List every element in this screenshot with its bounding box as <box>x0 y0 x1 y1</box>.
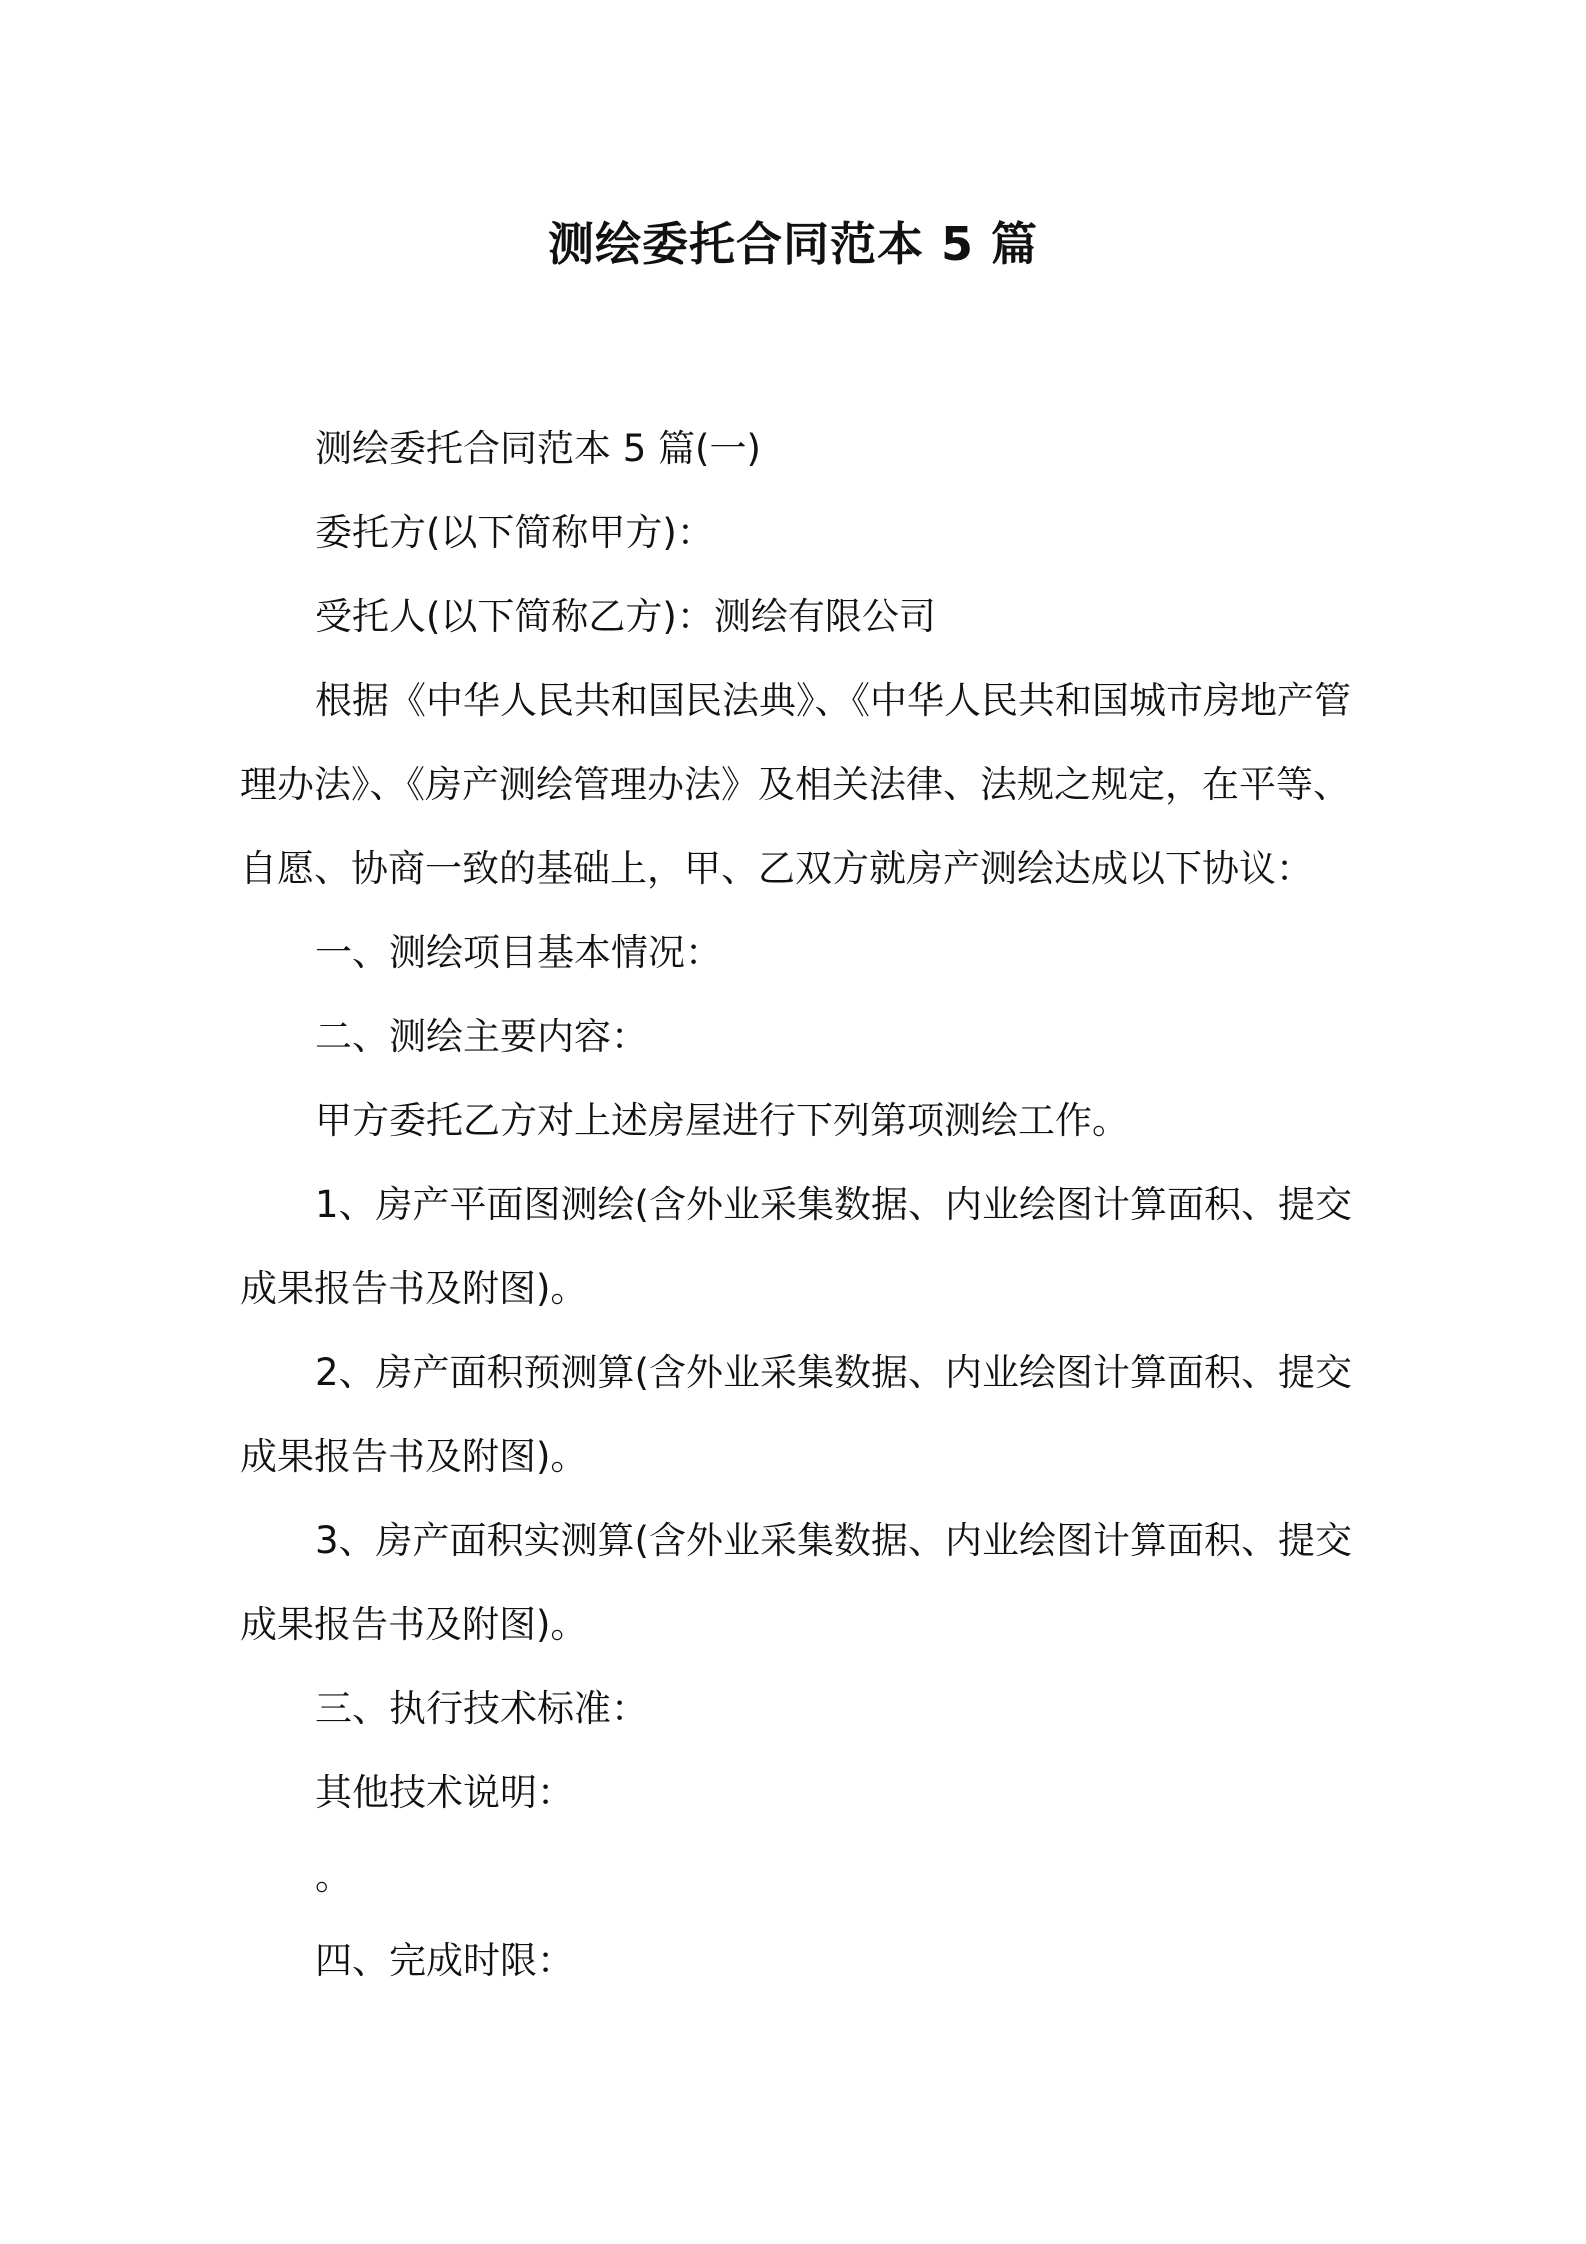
section-heading-standards <box>240 1667 1360 1751</box>
section-heading-main-content <box>240 995 1360 1079</box>
text-line: 受托人(以下简称乙方)：测绘有限公司 <box>315 595 936 638</box>
section-heading-deadline <box>240 1919 1360 2003</box>
list-item-area-actual <box>240 1499 1360 1667</box>
paragraph-period-mark <box>240 1835 1360 1919</box>
text-line: 一、测绘项目基本情况： <box>315 931 722 974</box>
text-line: 根据《中华人民共和国民法典》、《中华人民共和国城市房地产管 <box>315 679 1351 722</box>
paragraph-client <box>240 491 1360 575</box>
text-line: 2、房产面积预测算(含外业采集数据、内业绘图计算面积、提交 <box>315 1351 1352 1394</box>
text-line: 委托方(以下简称甲方)： <box>315 511 714 554</box>
document-title: 测绘委托合同范本 5 篇 <box>547 217 1039 271</box>
document-body <box>240 407 1360 2003</box>
text-line: 甲方委托乙方对上述房屋进行下列第项测绘工作。 <box>315 1099 1129 1142</box>
text-line: 成果报告书及附图)。 <box>240 1435 588 1478</box>
list-item-floor-plan <box>240 1163 1360 1331</box>
list-item-area-forecast <box>240 1331 1360 1499</box>
text-line: 三、执行技术标准： <box>315 1687 648 1730</box>
paragraph-contractor <box>240 575 1360 659</box>
paragraph-other-notes <box>240 1751 1360 1835</box>
section-heading-project-info <box>240 911 1360 995</box>
text-line: 1、房产平面图测绘(含外业采集数据、内业绘图计算面积、提交 <box>315 1183 1352 1226</box>
text-line: 测绘委托合同范本 5 篇(一) <box>315 427 761 470</box>
text-line: 理办法》、《房产测绘管理办法》及相关法律、法规之规定，在平等、 <box>240 763 1350 806</box>
text-line: 自愿、协商一致的基础上，甲、乙双方就房产测绘达成以下协议： <box>240 847 1313 890</box>
text-line: 成果报告书及附图)。 <box>240 1603 588 1646</box>
text-line: 。 <box>315 1855 352 1898</box>
text-line: 3、房产面积实测算(含外业采集数据、内业绘图计算面积、提交 <box>315 1519 1352 1562</box>
paragraph-intro-heading <box>240 407 1360 491</box>
text-line: 其他技术说明： <box>315 1771 574 1814</box>
text-line: 四、完成时限： <box>315 1939 574 1982</box>
paragraph-commission <box>240 1079 1360 1163</box>
paragraph-legal-basis <box>240 659 1360 911</box>
text-line: 成果报告书及附图)。 <box>240 1267 588 1310</box>
text-line: 二、测绘主要内容： <box>315 1015 648 1058</box>
